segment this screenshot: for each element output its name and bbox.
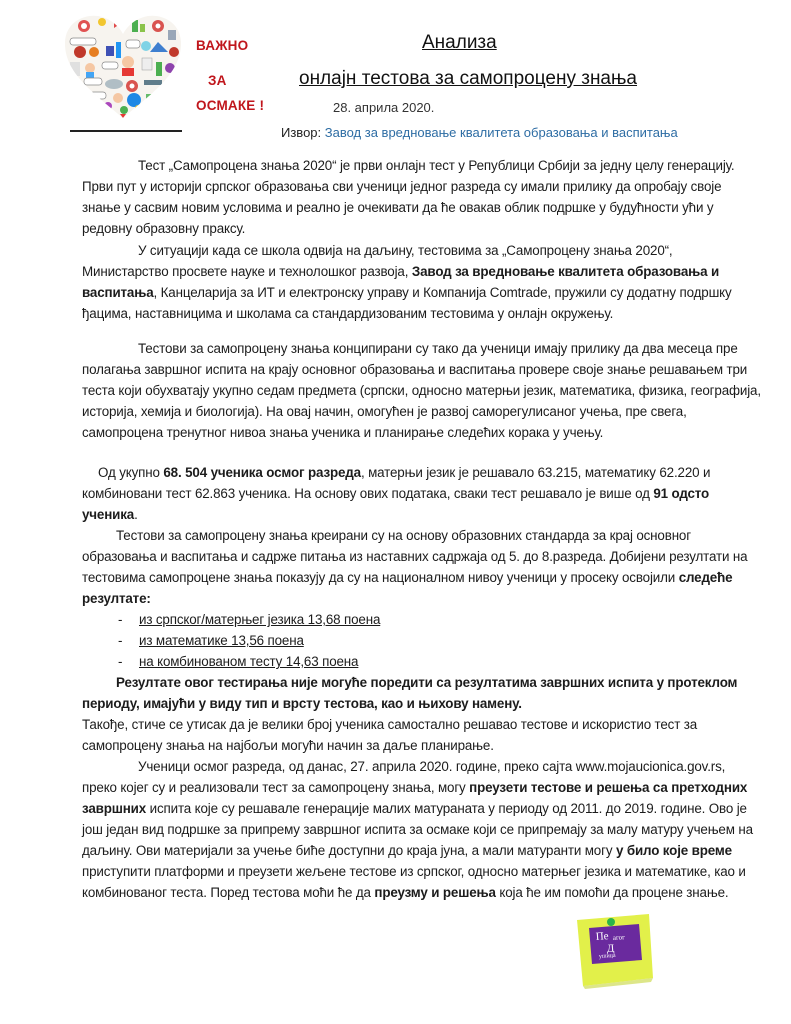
- paragraph-text: испита које су решавале генерације малих матураната у периоду од 2011. до 2019. године. Ово је још један вид подршке за припрему завршног испита за осмаке који се припремају за малу матуру учењем на даљину. Ови материјали за учење биће доступни до краја јуна, а мали матуранти могу: [82, 801, 753, 858]
- paragraph-support: [82, 240, 762, 324]
- paragraph-text: , матерњи језик је решавало 63.215, математику 62.220 и комбиновани тест 62.863 ученика. На основу ових података, сваки тест решавало је више од: [82, 465, 711, 501]
- svg-text:Пе: Пе: [595, 930, 610, 943]
- paragraph-text: .: [134, 507, 138, 522]
- total-students-bold: 68. 504 ученика осмог разреда: [163, 465, 361, 480]
- paragraph-text: Такође, стиче се утисак да је велики број ученика самостално решавао тестове и искористио тест за самопроцену знања на најбољи могући начин за даље планирање.: [82, 717, 698, 753]
- list-dash: -: [118, 633, 123, 648]
- result-text: на комбинованом тесту 14,63 поена: [139, 654, 359, 669]
- sticky-note-logo: [569, 906, 659, 990]
- paragraph-text: Ученици осмог разреда, од данас, 27. априла 2020. године, преко сајта www.mojaucionica.gov.rs, преко којег су и реализовали тест за самопроцену знања, могу: [82, 759, 726, 795]
- sticky-note-icon: [569, 906, 659, 990]
- list-dash: -: [118, 612, 123, 627]
- list-dash: -: [118, 654, 123, 669]
- paragraph-text: приступити платформи и преузети жељене тестове из српског, односно матерњег језика и математике, као и комбинованог теста. Поред тестова моћи ће да: [82, 864, 746, 900]
- paragraph-text: Тестови за самопроцену знања креирани су на основу образовних стандарда за крај основног образовања и васпитања и садрже питања из наставних садржаја од 5. до 8.разреда. Добијени резултати на тестовима самопроцене знања показују да су на националном нивоу ученици у просеку освојили: [82, 528, 748, 585]
- paragraph-text: Од укупно: [98, 465, 164, 480]
- result-item: [82, 609, 762, 630]
- result-text: из математике 13,56 поена: [139, 633, 304, 648]
- paragraph-text: Тест „Самопроцена знања 2020“ је први онлајн тест у Републици Србији за једну целу генерацију. Први пут у историји српског образовања сви ученици једног разреда су имали прилику да опробају своје знање у сасвим новим условима и реално је очекивати да ће овакав облик подршке у будућности ући у редовну образовну праксу.: [82, 158, 735, 236]
- svg-text:Д: Д: [606, 942, 615, 955]
- institute-name-bold: Завод за вредновање квалитета образовања и васпитања: [82, 264, 720, 300]
- source-line: [281, 125, 678, 140]
- document-subtitle: онлајн тестова за самопроцену знања: [299, 68, 638, 89]
- divider-line: [70, 130, 182, 132]
- paragraph-text: која ће им помоћи да процене знање.: [495, 885, 729, 900]
- result-item: [82, 630, 762, 651]
- paragraph-results: [82, 525, 762, 903]
- result-item: [82, 651, 762, 672]
- results-heading-bold: следеће резултате:: [82, 570, 733, 606]
- document-date: 28. априла 2020.: [333, 100, 435, 115]
- important-notice-line1: ВАЖНО: [196, 38, 249, 53]
- download-solutions-bold: преузму и решења: [374, 885, 496, 900]
- percent-bold: 91 одсто ученика: [82, 486, 710, 522]
- paragraph-concept: [82, 338, 762, 443]
- comparison-note-bold: Резултате овог тестирања није могуће поредити са резултатима завршних испита у протеклом периоду, имајући у виду тип и врсту тестова, као и њихову намену.: [82, 675, 738, 711]
- paragraph-statistics: [82, 462, 762, 525]
- document-title: Анализа: [422, 32, 497, 53]
- paragraph-text: Тестови за самопроцену знања конципирани су тако да ученици имају прилику да два месеца пре полагања завршног испита на крају основног образовања и васпитања провере своје знање решавањем три теста који обухватају укупно седам предмета (српски, односно матерњи језик, математика, физика, географија, историја, хемија и биологија). На овај начин, омогућен је развој саморегулисаног учења, пре свега, самопроцена тренутног нивоа знања ученика и планирање следећих корака у учењу.: [82, 341, 761, 440]
- important-notice-line3: ОСМАКЕ !: [196, 98, 265, 113]
- result-text: из српског/матерњег језика 13,68 поена: [139, 612, 381, 627]
- paragraph-text: , Канцеларија за ИТ и електронску управу и Компанија Comtrade, пружили су додатну подршку ђацима, наставницима и школама са стандардизованим тестовима у онлајн окружењу.: [82, 285, 732, 321]
- important-notice-line2: ЗА: [208, 73, 227, 88]
- svg-text:ушица: ушица: [598, 952, 616, 960]
- paragraph-text: У ситуацији када се школа одвија на даљину, тестовима за „Самопроцену знања 2020“, Министарство просвете науке и технолошког развоја,: [82, 243, 673, 279]
- results-list: [82, 609, 762, 672]
- paragraph-intro: [82, 155, 762, 239]
- svg-text:агог: агог: [612, 933, 626, 942]
- anytime-bold: у било које време: [615, 843, 732, 858]
- source-label: Извор:: [281, 125, 325, 140]
- source-link[interactable]: Завод за вредновање квалитета образовања и васпитања: [324, 125, 678, 140]
- heart-collage-icon: [62, 12, 184, 120]
- heart-collage-image: [62, 12, 184, 130]
- download-tests-bold: преузети тестове и решења са претходних завршних: [82, 780, 748, 816]
